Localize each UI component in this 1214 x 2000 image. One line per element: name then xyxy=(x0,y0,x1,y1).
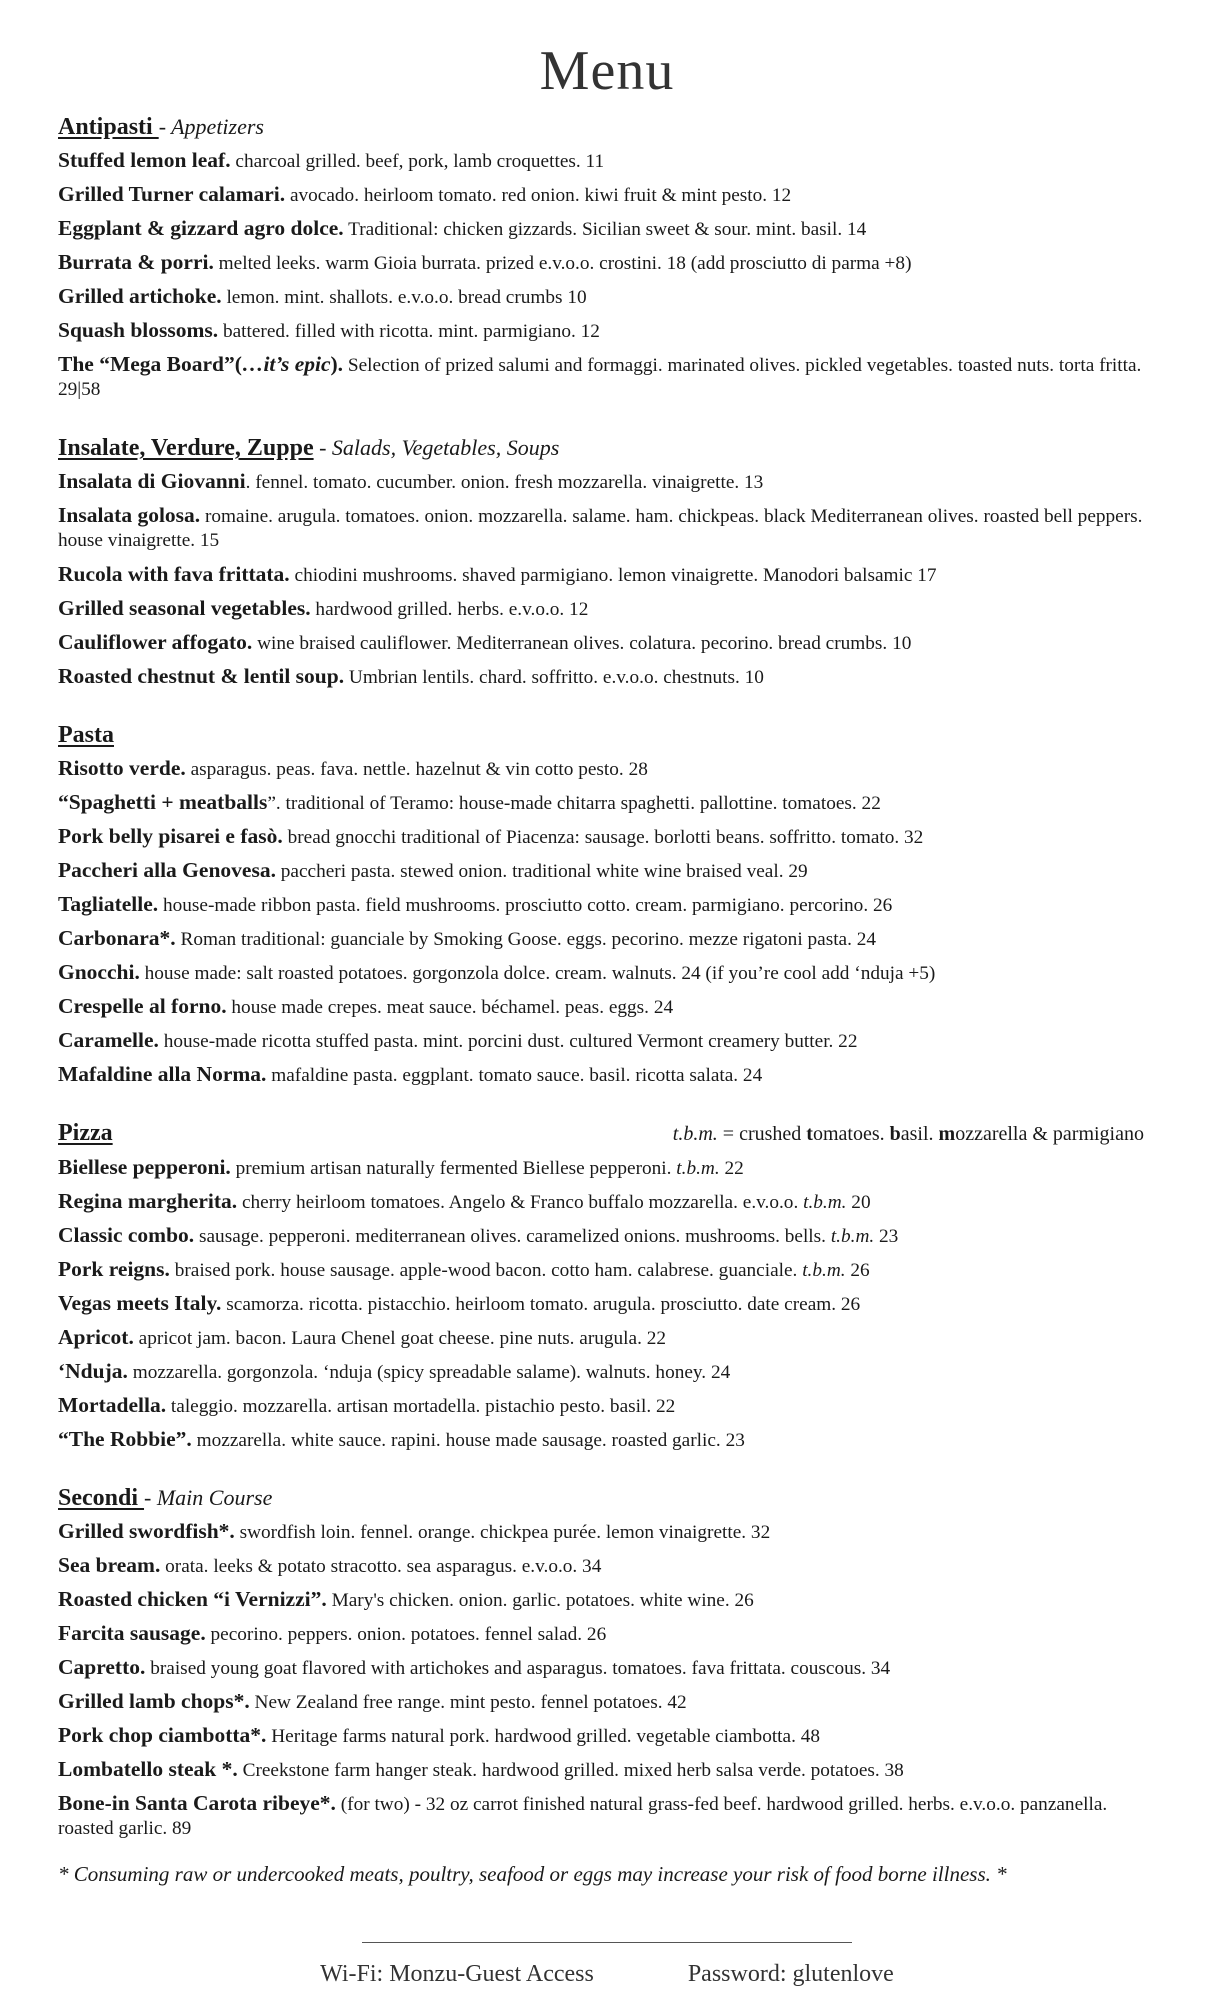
item-description: house-made ricotta stuffed pasta. mint. porcini dust. cultured Vermont creamery butter. 22 xyxy=(158,1031,858,1052)
wifi-network: Wi-Fi: Monzu-Guest Access xyxy=(320,1961,594,1987)
menu-item xyxy=(58,752,1156,786)
item-description: pecorino. peppers. onion. potatoes. fennel salad. 26 xyxy=(205,1624,607,1645)
item-description: apricot jam. bacon. Laura Chenel goat cheese. pine nuts. arugula. 22 xyxy=(133,1328,667,1349)
item-description: . fennel. tomato. cucumber. onion. fresh mozzarella. vinaigrette. 13 xyxy=(245,472,764,493)
item-name: Pork reigns. xyxy=(58,1257,170,1281)
menu-item xyxy=(58,1651,1156,1685)
section-header xyxy=(58,433,1156,463)
item-description: asparagus. peas. fava. nettle. hazelnut & vin cotto pesto. 28 xyxy=(185,759,648,780)
item-description: paccheri pasta. stewed onion. traditional white wine braised veal. 29 xyxy=(275,861,808,882)
legend-letter: t xyxy=(806,1123,813,1145)
item-name: Carbonara*. xyxy=(58,926,176,950)
menu-item xyxy=(58,558,1156,592)
item-name: Grilled artichoke. xyxy=(58,284,222,308)
tbm-tag: t.b.m. xyxy=(803,1192,847,1213)
section-header xyxy=(58,1118,1156,1149)
item-name xyxy=(58,352,343,376)
menu-item xyxy=(58,660,1156,694)
legend-letter: b xyxy=(889,1123,901,1145)
section-title: Pasta xyxy=(58,722,114,748)
menu-item xyxy=(58,1549,1156,1583)
section-subtitle: - Appetizers xyxy=(158,114,264,139)
item-price: 20 xyxy=(846,1192,871,1213)
menu-item xyxy=(58,1617,1156,1651)
menu-item xyxy=(58,1024,1156,1058)
menu-item xyxy=(58,1719,1156,1753)
item-description: wine braised cauliflower. Mediterranean olives. colatura. pecorino. bread crumbs. 10 xyxy=(252,633,912,654)
item-name-part: ). xyxy=(330,352,344,376)
item-description: sausage. pepperoni. mediterranean olives. caramelized onions. mushrooms. bells. xyxy=(194,1226,831,1247)
item-name-italic: …it’s epic xyxy=(241,352,331,376)
tbm-legend xyxy=(673,1119,1156,1149)
item-name: “Spaghetti + meatballs xyxy=(58,790,268,814)
item-description: New Zealand free range. mint pesto. fennel potatoes. 42 xyxy=(249,1692,687,1713)
menu-item xyxy=(58,1787,1156,1846)
legend-text: ozzarella & parmigiano xyxy=(955,1123,1144,1145)
item-name: Capretto. xyxy=(58,1655,146,1679)
item-name: Insalata di Giovanni xyxy=(58,469,246,493)
item-description: (for two) - 32 oz carrot finished natural grass-fed beef. hardwood grilled. herbs. e.v.o.o. panzanella. roasted garlic. 89 xyxy=(58,1794,1108,1839)
item-description: chiodini mushrooms. shaved parmigiano. lemon vinaigrette. Manodori balsamic 17 xyxy=(289,565,937,586)
section-secondi xyxy=(58,1483,1156,1846)
item-description: house made: salt roasted potatoes. gorgonzola dolce. cream. walnuts. 24 (if you’re cool add ‘nduja +5) xyxy=(139,963,936,984)
tbm-abbrev: t.b.m. xyxy=(672,1123,718,1145)
section-title: Pizza xyxy=(58,1120,113,1146)
item-name: Gnocchi. xyxy=(58,960,140,984)
menu-item-mega-board xyxy=(58,348,1156,407)
legend-text: asil. xyxy=(900,1123,939,1145)
item-description: ”. traditional of Teramo: house-made chitarra spaghetti. pallottine. tomatoes. 22 xyxy=(267,793,881,814)
legend-text: omatoes. xyxy=(812,1123,890,1145)
item-name: Paccheri alla Genovesa. xyxy=(58,858,276,882)
section-antipasti xyxy=(58,112,1156,407)
item-description: romaine. arugula. tomatoes. onion. mozzarella. salame. ham. chickpeas. black Mediterranean olives. roasted bell peppers. house vinaigrette. 15 xyxy=(58,506,1143,551)
menu-item xyxy=(58,1685,1156,1719)
menu-item xyxy=(58,786,1156,820)
menu-item xyxy=(58,956,1156,990)
item-name: Pork chop ciambotta*. xyxy=(58,1723,267,1747)
section-insalate xyxy=(58,433,1156,694)
tbm-tag: t.b.m. xyxy=(830,1226,875,1247)
item-name: Roasted chicken “i Vernizzi”. xyxy=(58,1587,327,1611)
item-name: Bone-in Santa Carota ribeye*. xyxy=(58,1791,336,1815)
item-description: cherry heirloom tomatoes. Angelo & Franco buffalo mozzarella. e.v.o.o. xyxy=(237,1192,804,1213)
menu-item xyxy=(58,854,1156,888)
item-name: Pork belly pisarei e fasò. xyxy=(58,824,283,848)
menu-item xyxy=(58,626,1156,660)
legend-text: = crushed xyxy=(717,1123,807,1145)
item-description: swordfish loin. fennel. orange. chickpea purée. lemon vinaigrette. 32 xyxy=(234,1522,771,1543)
item-name: Squash blossoms. xyxy=(58,318,219,342)
tbm-tag: t.b.m. xyxy=(676,1158,720,1179)
menu-item xyxy=(58,990,1156,1024)
item-name: Cauliflower affogato. xyxy=(58,630,253,654)
item-name: Grilled seasonal vegetables. xyxy=(58,596,311,620)
tbm-tag: t.b.m. xyxy=(802,1260,846,1281)
section-header xyxy=(58,112,1156,142)
item-description: braised pork. house sausage. apple-wood bacon. cotto ham. calabrese. guanciale. xyxy=(169,1260,803,1281)
item-name: Farcita sausage. xyxy=(58,1621,206,1645)
item-name: Biellese pepperoni. xyxy=(58,1155,231,1179)
item-description: hardwood grilled. herbs. e.v.o.o. 12 xyxy=(310,599,589,620)
item-name: Roasted chestnut & lentil soup. xyxy=(58,664,345,688)
item-description: mozzarella. white sauce. rapini. house made sausage. roasted garlic. 23 xyxy=(191,1430,745,1451)
item-name-part: The “Mega Board”( xyxy=(58,352,242,376)
menu-item xyxy=(58,1583,1156,1617)
menu-item xyxy=(58,1058,1156,1092)
menu-item xyxy=(58,888,1156,922)
item-name: Burrata & porri. xyxy=(58,250,214,274)
item-description: house made crepes. meat sauce. béchamel. peas. eggs. 24 xyxy=(226,997,674,1018)
item-name: Mortadella. xyxy=(58,1393,167,1417)
section-header xyxy=(58,720,1156,750)
menu-item xyxy=(58,1253,1156,1287)
item-price: 26 xyxy=(845,1260,870,1281)
menu-item xyxy=(58,1219,1156,1253)
item-name: Lombatello steak *. xyxy=(58,1757,238,1781)
page-title: Menu xyxy=(539,40,675,102)
item-description: avocado. heirloom tomato. red onion. kiwi fruit & mint pesto. 12 xyxy=(285,185,792,206)
item-name: Rucola with fava frittata. xyxy=(58,562,290,586)
item-name: Grilled lamb chops*. xyxy=(58,1689,250,1713)
menu-item xyxy=(58,212,1156,246)
menu-item xyxy=(58,178,1156,212)
menu-item xyxy=(58,314,1156,348)
item-name: Tagliatelle. xyxy=(58,892,159,916)
item-price: 23 xyxy=(874,1226,899,1247)
item-description: house-made ribbon pasta. field mushrooms. prosciutto cotto. cream. parmigiano. percorino. 26 xyxy=(158,895,893,916)
item-description: Selection of prized salumi and formaggi. marinated olives. pickled vegetables. toasted nuts. torta fritta. 29|58 xyxy=(58,355,1142,400)
menu-item xyxy=(58,1355,1156,1389)
item-description: mafaldine pasta. eggplant. tomato sauce. basil. ricotta salata. 24 xyxy=(266,1065,763,1086)
item-description: bread gnocchi traditional of Piacenza: sausage. borlotti beans. soffritto. tomato. 32 xyxy=(282,827,924,848)
item-name: Eggplant & gizzard agro dolce. xyxy=(58,216,344,240)
menu-item xyxy=(58,820,1156,854)
item-description: charcoal grilled. beef, pork, lamb croquettes. 11 xyxy=(230,151,605,172)
item-name: “The Robbie”. xyxy=(58,1427,192,1451)
menu-item xyxy=(58,246,1156,280)
section-title: Antipasti xyxy=(58,114,159,140)
menu-item xyxy=(58,499,1156,558)
menu-item xyxy=(58,144,1156,178)
item-description: mozzarella. gorgonzola. ‘nduja (spicy spreadable salame). walnuts. honey. 24 xyxy=(127,1362,731,1383)
menu-item xyxy=(58,1185,1156,1219)
item-name: Insalata golosa. xyxy=(58,503,201,527)
item-description: Umbrian lentils. chard. soffritto. e.v.o.o. chestnuts. 10 xyxy=(344,667,764,688)
item-name: Grilled swordfish*. xyxy=(58,1519,235,1543)
legend-letter: m xyxy=(938,1123,956,1145)
item-description: Heritage farms natural pork. hardwood grilled. vegetable ciambotta. 48 xyxy=(266,1726,821,1747)
item-name: Caramelle. xyxy=(58,1028,159,1052)
item-description: melted leeks. warm Gioia burrata. prized e.v.o.o. crostini. 18 (add prosciutto di parma +8) xyxy=(213,253,912,274)
section-pizza xyxy=(58,1118,1156,1457)
food-safety-disclaimer: * Consuming raw or undercooked meats, poultry, seafood or eggs may increase your risk of food borne illness. * xyxy=(58,1862,1007,1886)
menu-item xyxy=(58,1753,1156,1787)
footer-divider xyxy=(362,1942,852,1943)
item-description: orata. leeks & potato stracotto. sea asparagus. e.v.o.o. 34 xyxy=(160,1556,602,1577)
item-name: Classic combo. xyxy=(58,1223,195,1247)
menu-item xyxy=(58,280,1156,314)
wifi-password: Password: glutenlove xyxy=(687,1961,894,1987)
menu-item xyxy=(58,592,1156,626)
item-description: Traditional: chicken gizzards. Sicilian sweet & sour. mint. basil. 14 xyxy=(343,219,867,240)
item-name: Stuffed lemon leaf. xyxy=(58,148,231,172)
menu-item xyxy=(58,1389,1156,1423)
section-subtitle: - Salads, Vegetables, Soups xyxy=(313,435,560,460)
menu-item xyxy=(58,1151,1156,1185)
menu-item xyxy=(58,1287,1156,1321)
wifi-footer xyxy=(58,1961,1156,1988)
section-header xyxy=(58,1483,1156,1513)
item-description: taleggio. mozzarella. artisan mortadella. pistachio pesto. basil. 22 xyxy=(166,1396,676,1417)
item-name: Grilled Turner calamari. xyxy=(58,182,286,206)
item-name: Risotto verde. xyxy=(58,756,186,780)
section-title: Secondi xyxy=(58,1485,145,1511)
item-description: battered. filled with ricotta. mint. parmigiano. 12 xyxy=(218,321,600,342)
item-description: braised young goat flavored with artichokes and asparagus. tomatoes. fava frittata. couscous. 34 xyxy=(145,1658,891,1679)
item-name: Mafaldine alla Norma. xyxy=(58,1062,267,1086)
item-name: Regina margherita. xyxy=(58,1189,238,1213)
item-description: scamorza. ricotta. pistacchio. heirloom tomato. arugula. prosciutto. date cream. 26 xyxy=(221,1294,861,1315)
menu-item xyxy=(58,922,1156,956)
section-pasta xyxy=(58,720,1156,1092)
item-name: Apricot. xyxy=(58,1325,134,1349)
item-description: Roman traditional: guanciale by Smoking Goose. eggs. pecorino. mezze rigatoni pasta. 24 xyxy=(175,929,877,950)
item-name: Vegas meets Italy. xyxy=(58,1291,222,1315)
item-description: Creekstone farm hanger steak. hardwood grilled. mixed herb salsa verde. potatoes. 38 xyxy=(237,1760,904,1781)
item-price: 22 xyxy=(719,1158,744,1179)
item-description: premium artisan naturally fermented Biellese pepperoni. xyxy=(230,1158,677,1179)
item-name: Sea bream. xyxy=(58,1553,161,1577)
menu-item xyxy=(58,1321,1156,1355)
section-subtitle: - Main Course xyxy=(144,1485,273,1510)
menu-item xyxy=(58,465,1156,499)
menu-item xyxy=(58,1515,1156,1549)
menu-item xyxy=(58,1423,1156,1457)
item-name: Crespelle al forno. xyxy=(58,994,227,1018)
item-description: Mary's chicken. onion. garlic. potatoes. white wine. 26 xyxy=(326,1590,754,1611)
item-name: ‘Nduja. xyxy=(58,1359,128,1383)
item-description: lemon. mint. shallots. e.v.o.o. bread crumbs 10 xyxy=(221,287,587,308)
section-title: Insalate, Verdure, Zuppe xyxy=(58,435,314,461)
